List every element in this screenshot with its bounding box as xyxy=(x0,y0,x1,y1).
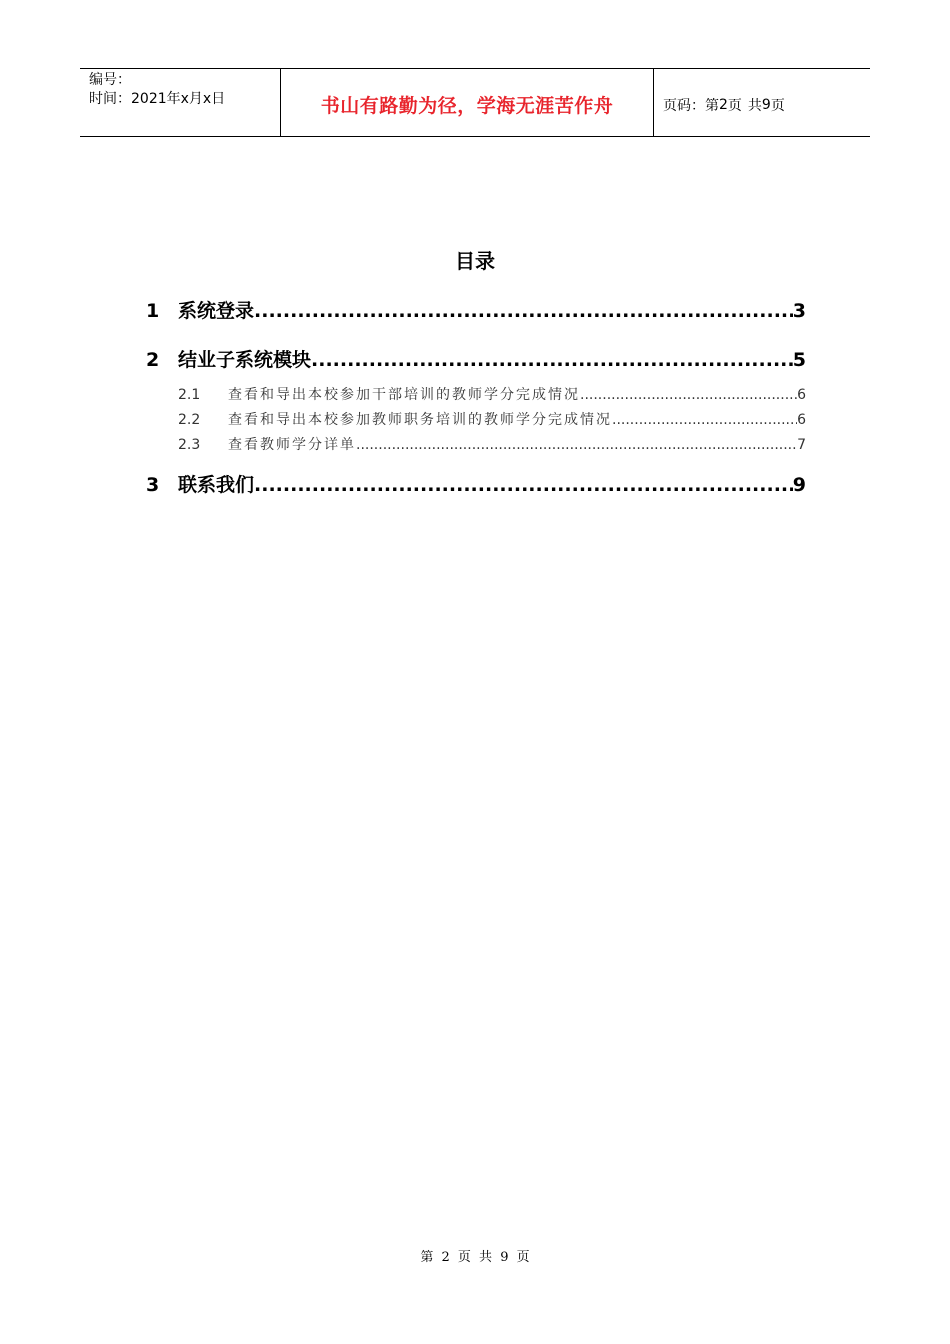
toc-dot-leader xyxy=(580,387,797,403)
page-header xyxy=(80,68,870,137)
serial-label: 编号： xyxy=(89,72,131,88)
toc-entry-2-2[interactable] xyxy=(178,409,806,429)
toc-entry-3[interactable] xyxy=(146,470,806,497)
toc-entry-page: 3 xyxy=(792,300,806,322)
page-total: 9 xyxy=(761,96,771,113)
toc-entry-number: 1 xyxy=(146,300,160,322)
header-motto: 书山有路勤为径，学海无涯苦作舟 xyxy=(320,95,614,117)
page-current: 2 xyxy=(719,96,728,113)
page-total-suffix: 页 xyxy=(770,97,785,114)
toc-entry-page: 9 xyxy=(792,474,806,496)
toc-entry-1[interactable] xyxy=(146,296,806,323)
toc-entry-text: 联系我们 xyxy=(178,474,255,496)
toc-entry-number: 2.1 xyxy=(178,387,201,403)
page-total-prefix: 共 xyxy=(747,97,762,114)
toc-entry-page: 7 xyxy=(797,437,806,453)
page-footer: 第 2 页 共 9 页 xyxy=(420,1250,530,1265)
date-label: 时间：2021年x月x日 xyxy=(89,91,226,107)
header-motto-cell xyxy=(281,69,654,136)
toc-entry-text: 查看教师学分详单 xyxy=(228,437,356,453)
toc-entry-text: 查看和导出本校参加教师职务培训的教师学分完成情况 xyxy=(228,412,612,428)
toc-dot-leader xyxy=(254,300,793,322)
page-middle: 页 xyxy=(727,97,742,114)
page-info-prefix: 页码：第 xyxy=(663,97,719,114)
toc-entry-text: 结业子系统模块 xyxy=(178,349,312,371)
toc-entry-2-1[interactable] xyxy=(178,384,806,404)
toc-entry-number: 2 xyxy=(146,349,160,371)
toc-dot-leader xyxy=(356,437,797,453)
toc-entry-2-3[interactable] xyxy=(178,434,806,454)
toc-entry-text: 查看和导出本校参加干部培训的教师学分完成情况 xyxy=(228,387,580,403)
toc-dot-leader xyxy=(612,412,797,428)
toc-entry-page: 6 xyxy=(797,412,806,428)
header-page-info xyxy=(654,69,870,136)
toc-entry-number: 2.2 xyxy=(178,412,201,428)
toc-entry-2[interactable] xyxy=(146,345,806,372)
toc-title: 目录 xyxy=(455,249,495,273)
toc-entry-number: 3 xyxy=(146,474,160,496)
toc-entry-page: 5 xyxy=(792,349,806,371)
toc-dot-leader xyxy=(311,349,793,371)
header-meta xyxy=(80,69,281,136)
toc-entry-page: 6 xyxy=(797,387,806,403)
toc-entry-text: 系统登录 xyxy=(178,300,255,322)
toc-entry-number: 2.3 xyxy=(178,437,201,453)
toc-dot-leader xyxy=(254,474,793,496)
